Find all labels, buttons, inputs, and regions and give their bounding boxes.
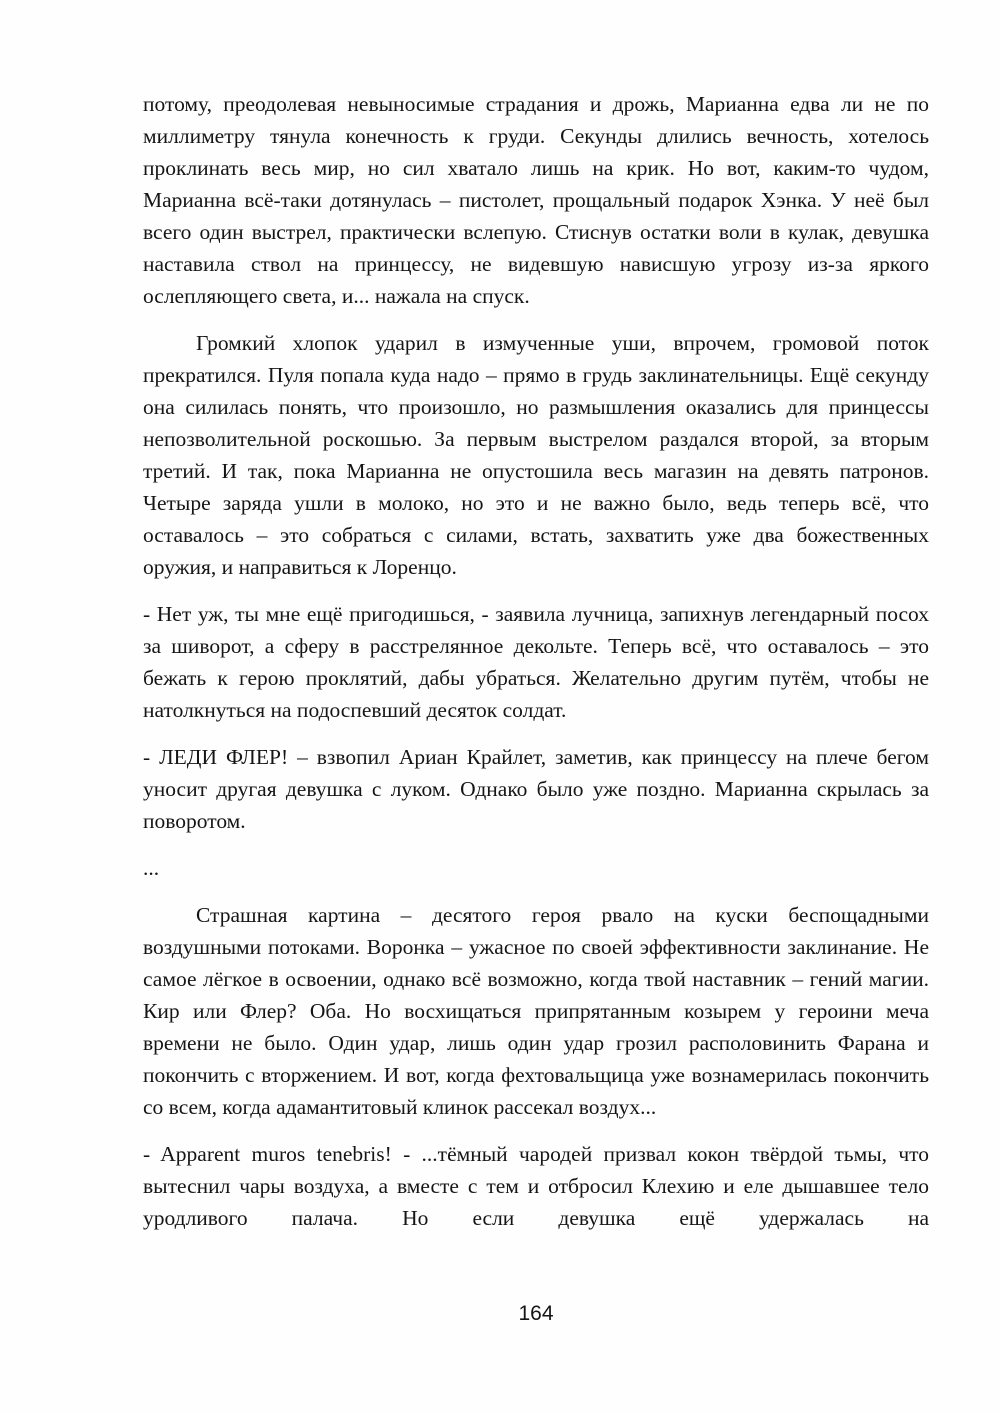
page-text-column <box>143 88 929 1234</box>
paragraph-5-ellipsis-break: ... <box>143 856 160 880</box>
paragraph-1: потому, преодолевая невыносимые страдания и дрожь, Марианна едва ли не по миллиметру тянула конечность к груди. Секунды длились вечность, хотелось проклинать весь мир, но сил хватало лишь на крик. Но вот, каким-то чудом, Марианна всё-таки дотянулась – пистолет, прощальный подарок Хэнка. У неё был всего один выстрел, практически вслепую. Стиснув остатки воли в кулак, девушка наставила ствол на принцессу, не видевшую нависшую угрозу из-за яркого ослепляющего света, и... нажала на спуск. <box>143 92 929 308</box>
paragraph-6: Страшная картина – десятого героя рвало на куски беспощадными воздушными потоками. Воронка – ужасное по своей эффективности заклинание. Не самое лёгкое в освоении, однако всё возможно, когда твой наставник – гений магии. Кир или Флер? Оба. Но восхищаться припрятанным козырем у героини меча времени не было. Один удар, лишь один удар грозил располовинить Фарана и покончить с вторжением. И вот, когда фехтовальщица уже вознамерилась покончить со всем, когда адамантитовый клинок рассекал воздух... <box>143 903 929 1119</box>
paragraph-3-dialogue: - Нет уж, ты мне ещё пригодишься, - заявила лучница, запихнув легендарный посох за шиворот, а сферу в расстрелянное декольте. Теперь всё, что оставалось – это бежать к герою проклятий, дабы убраться. Желательно другим путём, чтобы не натолкнуться на подоспевший десяток солдат. <box>143 602 929 722</box>
page-number: 164 <box>518 1302 554 1325</box>
paragraph-2: Громкий хлопок ударил в измученные уши, впрочем, громовой поток прекратился. Пуля попала куда надо – прямо в грудь заклинательницы. Ещё секунду она силилась понять, что произошло, но размышления оказались для принцессы непозволительной роскошью. За первым выстрелом раздался второй, за вторым третий. И так, пока Марианна не опустошила весь магазин на девять патронов. Четыре заряда ушли в молоко, но это и не важно было, ведь теперь всё, что оставалось – это собраться с силами, встать, захватить уже два божественных оружия, и направиться к Лоренцо. <box>143 331 929 579</box>
paragraph-7-dialogue: - Apparent muros tenebris! - ...тёмный чародей призвал кокон твёрдой тьмы, что вытеснил чары воздуха, а вместе с тем и отбросил Клехию и еле дышавшее тело уродливого палача. Но если девушка ещё удержалась на <box>143 1142 929 1230</box>
paragraph-4-dialogue: - ЛЕДИ ФЛЕР! – взвопил Ариан Крайлет, заметив, как принцессу на плече бегом уносит другая девушка с луком. Однако было уже поздно. Марианна скрылась за поворотом. <box>143 745 929 833</box>
